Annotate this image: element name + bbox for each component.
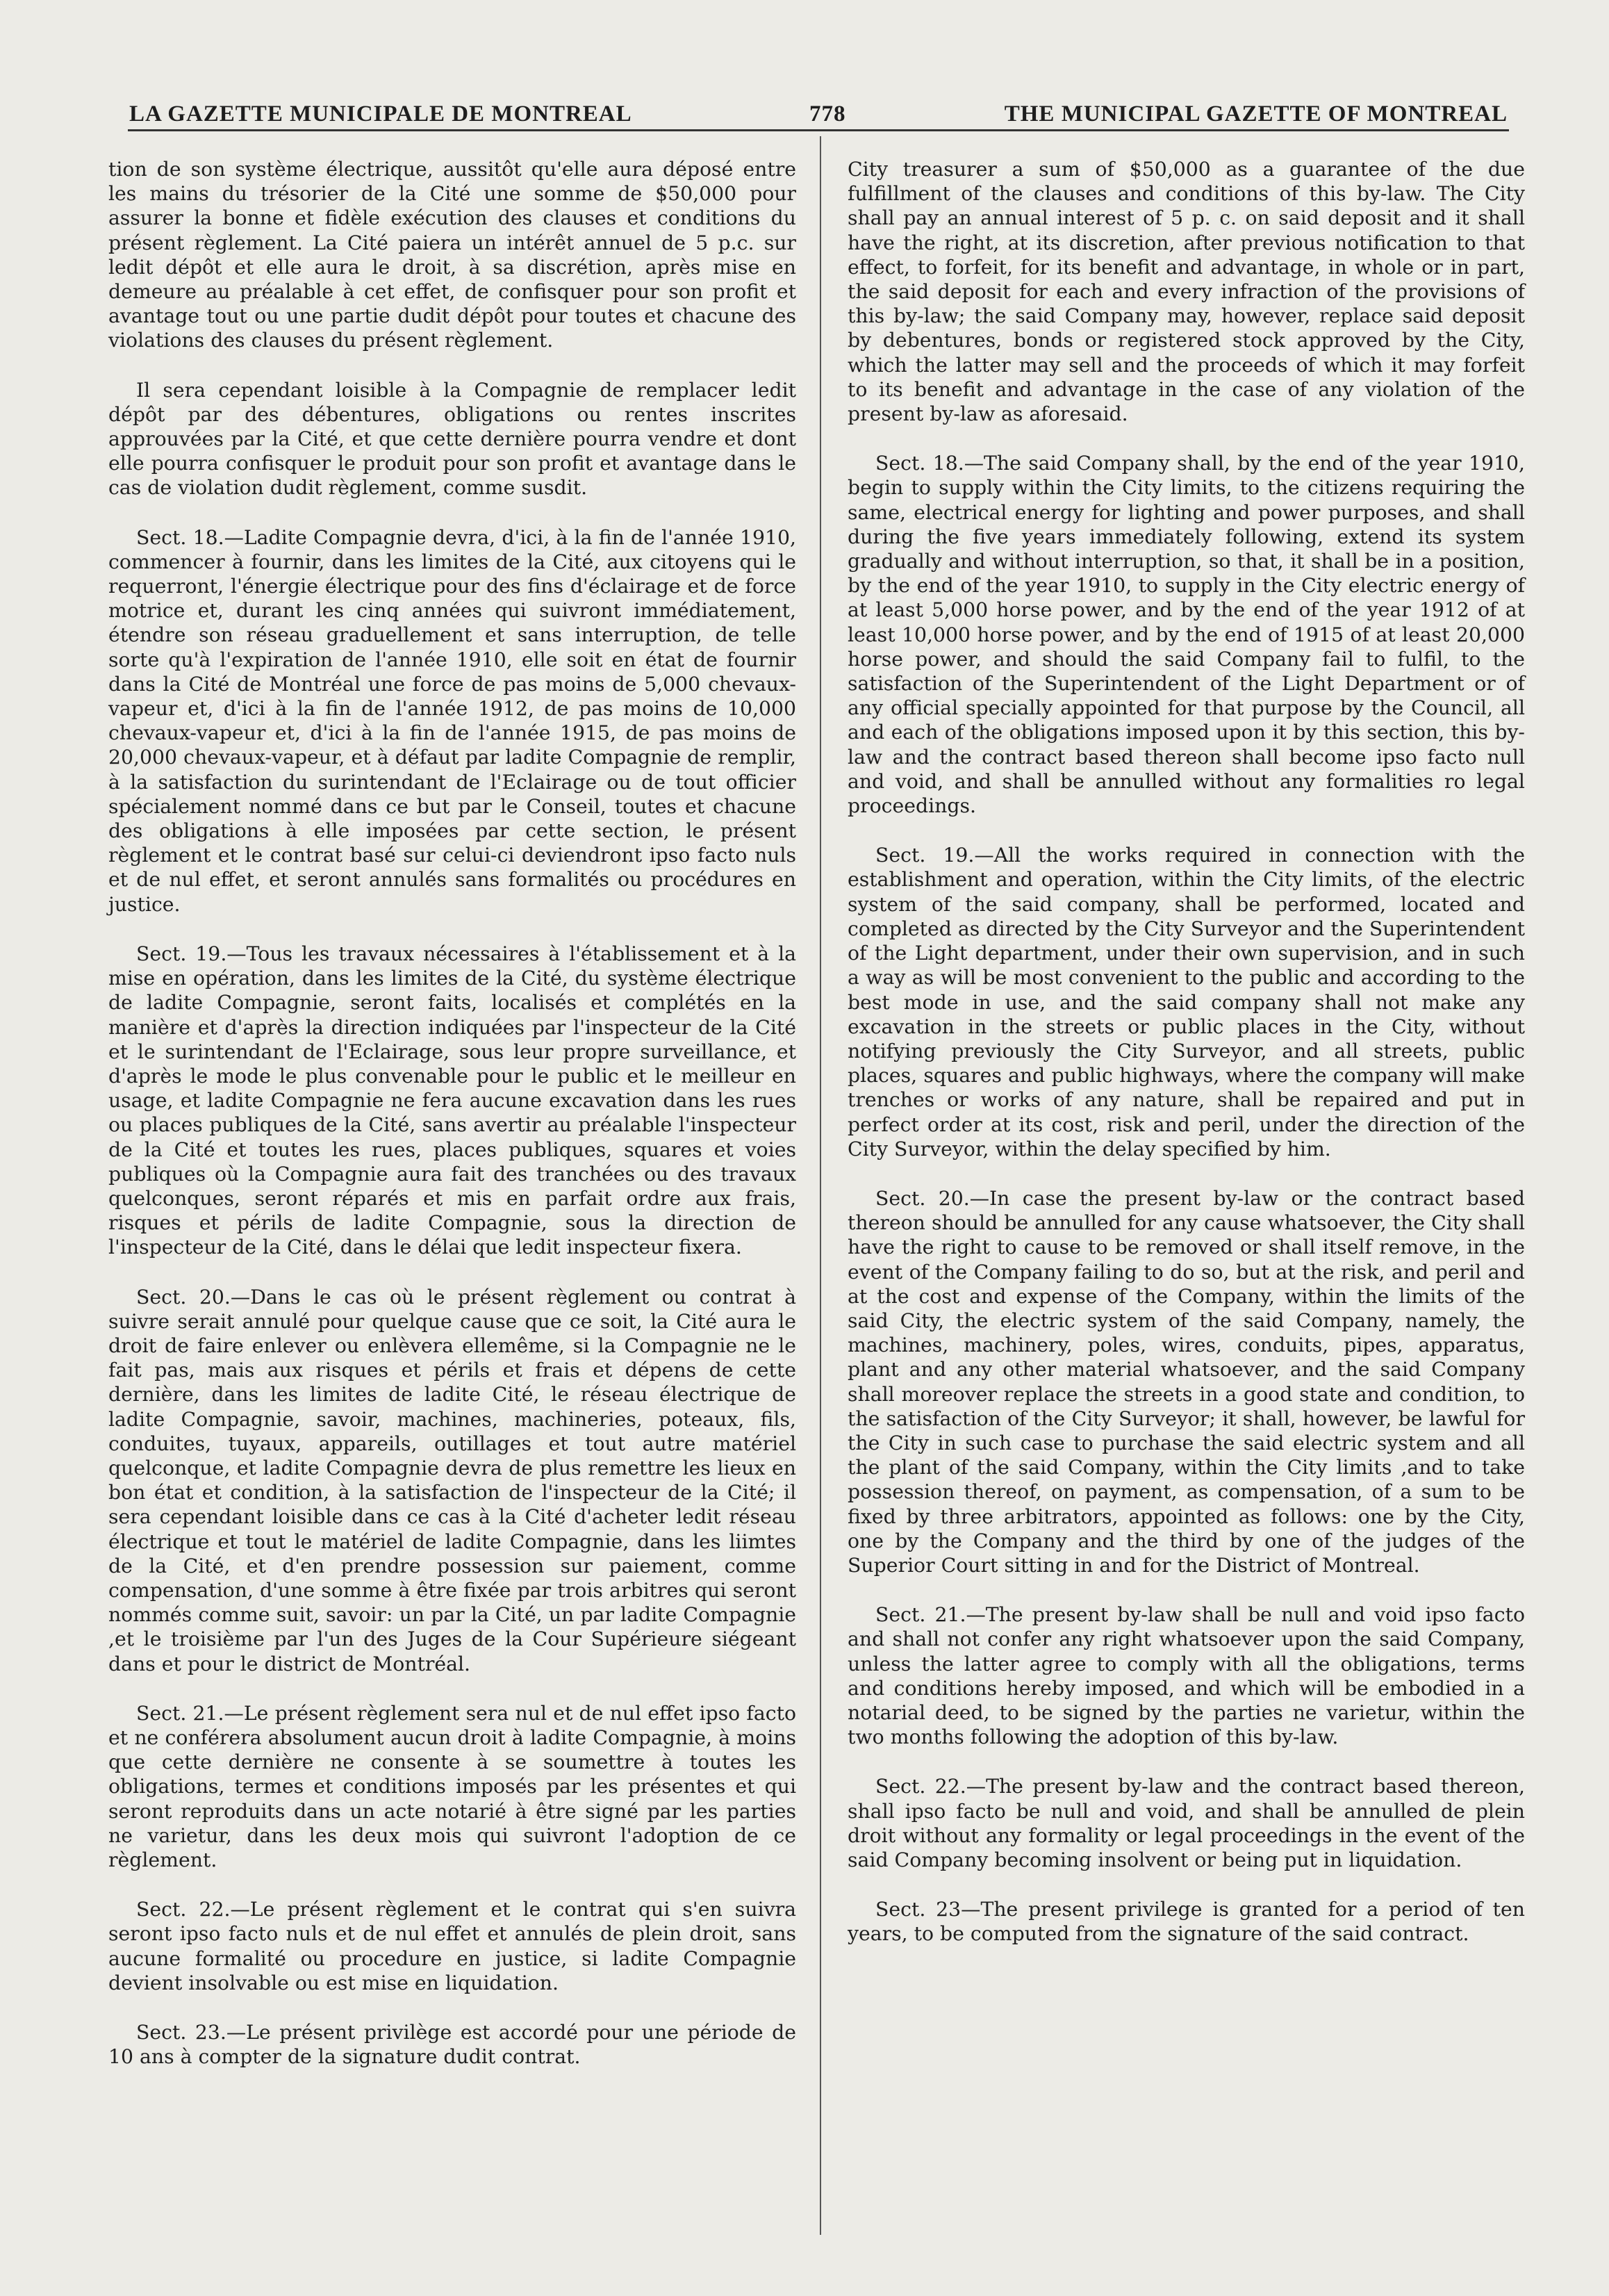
fr-section-23: Sect. 23.—Le présent privilège est accordé pour une période de 10 ans à compter de la signature dudit contrat.	[108, 2021, 796, 2069]
fr-section-20: Sect. 20.—Dans le cas où le présent règlement ou contrat à suivre serait annulé pour quelque cause que ce soit, la Cité aura le droit de faire enlever ou enlèvera ellemême, si la Compagnie ne le fait pas, mais aux risques et périls et frais et dépens de cette dernière, dans les limites de ladite Cité, le réseau électrique de ladite Compagnie, savoir, machines, machineries, poteaux, fils, conduites, tuyaux, appareils, outillages et tout autre matériel quelconque, et ladite Compagnie devra de plus remettre les lieux en bon état et condition, à la satisfaction de l'inspecteur de la Cité; il sera cependant loisible dans ce cas à la Cité d'acheter ledit réseau électrique et tout le matériel de ladite Compagnie, dans les liimtes de la Cité, et d'en prendre possession sur paiement, comme compensation, d'une somme à être fixée par trois arbitres qui seront nommés comme suit, savoir: un par la Cité, un par ladite Compagnie ,et le troisième par l'un des Juges de la Cour Supérieure siégeant dans et pour le district de Montréal.	[108, 1285, 796, 1675]
en-section-19: Sect. 19.—All the works required in connection with the establishment and operation, within the City limits, of the electric system of the said company, shall be performed, located and completed as directed by the City Surveyor and the Superintendent of the Light department, under their own supervision, and in such a way as will be most convenient to the public and according to the best mode in use, and the said company shall not make any excavation in the streets or public places in the City, without notifying previously the City Surveyor, and all streets, public places, squares and public highways, where the company will make trenches or works of any nature, shall be repaired and put in perfect order at its cost, risk and peril, under the direction of the City Surveyor, within the delay specified by him.	[848, 844, 1525, 1161]
header-title-french: LA GAZETTE MUNICIPALE DE MONTREAL	[129, 101, 632, 126]
page-header	[125, 96, 1508, 131]
en-section-20: Sect. 20.—In case the present by-law or the contract based thereon should be annulled for any cause whatsoever, the City shall have the right to cause to be removed or shall itself remove, in the event of the Company failing to do so, but at the risk, and peril and at the cost and expense of the Company, within the limits of the said City, the electric system of the said Company, namely, the machines, machinery, poles, wires, conduits, pipes, apparatus, plant and any other material whatsoever, and the said Company shall moreover replace the streets in a good state and condition, to the satisfaction of the City Surveyor; it shall, however, be lawful for the City in such case to purchase the said electric system and all the plant of the said Company, within the City limits ,and to take possession thereof, on payment, as compensation, of a sum to be fixed by three arbitrators, appointed as follows: one by the City, one by the Company and the third by one of the judges of the Superior Court sitting in and for the District of Montreal.	[848, 1186, 1525, 1577]
fr-section-19: Sect. 19.—Tous les travaux nécessaires à l'établissement et à la mise en opération, dans les limites de la Cité, du système électrique de ladite Compagnie, seront faits, localisés et complétés en la manière et d'après la direction indiquées par l'inspecteur de la Cité et le surintendant de l'Eclairage, sous leur propre surveillance, et d'après le mode le plus convenable pour le public et le meilleur en usage, et ladite Compagnie ne fera aucune excavation dans les rues ou places publiques de la Cité, sans avertir au préalable l'inspecteur de la Cité et toutes les rues, places publiques, squares et voies publiques où la Compagnie aura fait des tranchées ou des travaux quelconques, seront réparés et mis en parfait ordre aux frais, risques et périls de ladite Compagnie, sous la direction de l'inspecteur de la Cité, dans le délai que ledit inspecteur fixera.	[108, 942, 796, 1259]
fr-paragraph-replacement: Il sera cependant loisible à la Compagnie de remplacer ledit dépôt par des débentures, obligations ou rentes inscrites approuvées par la Cité, et que cette dernière pourra vendre et dont elle pourra confisquer le produit pour son profit et avantage dans le cas de violation dudit règlement, comme susdit.	[108, 378, 796, 500]
french-column	[108, 157, 796, 2242]
header-rule	[128, 129, 1509, 131]
fr-section-22: Sect. 22.—Le présent règlement et le contrat qui s'en suivra seront ipso facto nuls et de nul effet et annulés de plein droit, sans aucune formalité ou procedure en justice, si ladite Compagnie devient insolvable ou est mise en liquidation.	[108, 1898, 796, 1994]
en-section-23: Sect. 23—The present privilege is granted for a period of ten years, to be computed from the signature of the said contract.	[848, 1898, 1525, 1946]
en-section-21: Sect. 21.—The present by-law shall be null and void ipso facto and shall not confer any right whatsoever upon the said Company, unless the latter agree to comply with all the obligations, terms and conditions hereby imposed, and which will be embodied in a notarial deed, to be signed by the parties ne varietur, within the two months following the adoption of this by-law.	[848, 1603, 1525, 1749]
en-section-22: Sect. 22.—The present by-law and the contract based thereon, shall ipso facto be null and void, and shall be annulled de plein droit without any formality or legal proceedings in the event of the said Company becoming insolvent or being put in liquidation.	[848, 1775, 1525, 1871]
en-section-18: Sect. 18.—The said Company shall, by the end of the year 1910, begin to supply within the City limits, to the citizens requiring the same, electrical energy for lighting and power purposes, and shall during the five years immediately following, extend its system gradually and without interruption, so that, it shall be in a position, by the end of the year 1910, to supply in the City electric energy of at least 5,000 horse power, and by the end of the year 1912 of at least 10,000 horse power, and by the end of 1915 of at least 20,000 horse power, and should the said Company fail to fulfil, to the satisfaction of the Superintendent of the Light Department or of any official specially appointed for that purpose by the Council, all and each of the obligations imposed upon it by this section, this by-law and the contract based thereon shall become ipso facto null and void, and shall be annulled without any formalities ro legal proceedings.	[848, 452, 1525, 818]
page-number: 778	[809, 101, 846, 126]
fr-paragraph-deposit: tion de son système électrique, aussitôt qu'elle aura déposé entre les mains du trésorier de la Cité une somme de $50,000 pour assurer la bonne et fidèle exécution des clauses et conditions du présent règlement. La Cité paiera un intérêt annuel de 5 p.c. sur ledit dépôt et elle aura le droit, à sa discrétion, après mise en demeure au préalable à cet effet, de confisquer pour son profit et avantage tout ou une partie dudit dépôt pour toutes et chacune des violations des clauses du présent règlement.	[108, 158, 796, 352]
fr-section-21: Sect. 21.—Le présent règlement sera nul et de nul effet ipso facto et ne conférera absolument aucun droit à ladite Compagnie, à moins que cette dernière ne consente à se soumettre à toutes les obligations, termes et conditions imposés par les présentes et qui seront reproduits dans un acte notarié à être signé par les parties ne varietur, dans les deux mois qui suivront l'adoption de ce règlement.	[108, 1701, 796, 1871]
header-title-english: THE MUNICIPAL GAZETTE OF MONTREAL	[1004, 101, 1508, 126]
column-divider	[820, 136, 821, 2235]
fr-section-18: Sect. 18.—Ladite Compagnie devra, d'ici, à la fin de l'année 1910, commencer à fournir, dans les limites de la Cité, aux citoyens qui le requerront, l'énergie électrique pour des fins d'éclairage et de force motrice et, durant les cinq années qui suivront immédiatement, étendre son réseau graduellement et sans interruption, de telle sorte qu'à l'expiration de l'année 1910, elle soit en état de fournir dans la Cité de Montréal une force de pas moins de 5,000 chevaux-vapeur et, d'ici à la fin de l'année 1912, de pas moins de 10,000 chevaux-vapeur et, d'ici à la fin de l'année 1915, de pas moins de 20,000 chevaux-vapeur, et à défaut par ladite Compagnie de remplir, à la satisfaction du surintendant de l'Eclairage ou de tout officier spécialement nommé dans ce but par le Conseil, toutes et chacune des obligations à elle imposées par cette section, le présent règlement et le contrat basé sur celui-ci deviendront ipso facto nuls et de nul effet, et seront annulés sans formalités ou procédures en justice.	[108, 525, 796, 916]
en-paragraph-deposit: City treasurer a sum of $50,000 as a guarantee of the due fulfillment of the clauses and conditions of this by-law. The City shall pay an annual interest of 5 p. c. on said deposit and it shall have the right, at its discretion, after previous notification to that effect, to forfeit, for its benefit and advantage, in whole or in part, the said deposit for each and every infraction of the provisions of this by-law; the said Company may, however, replace said deposit by debentures, bonds or registered stock approved by the City, which the latter may sell and the proceeds of which it may forfeit to its benefit and advantage in the case of any violation of the present by-law as aforesaid.	[848, 158, 1525, 426]
english-column	[848, 157, 1525, 2242]
